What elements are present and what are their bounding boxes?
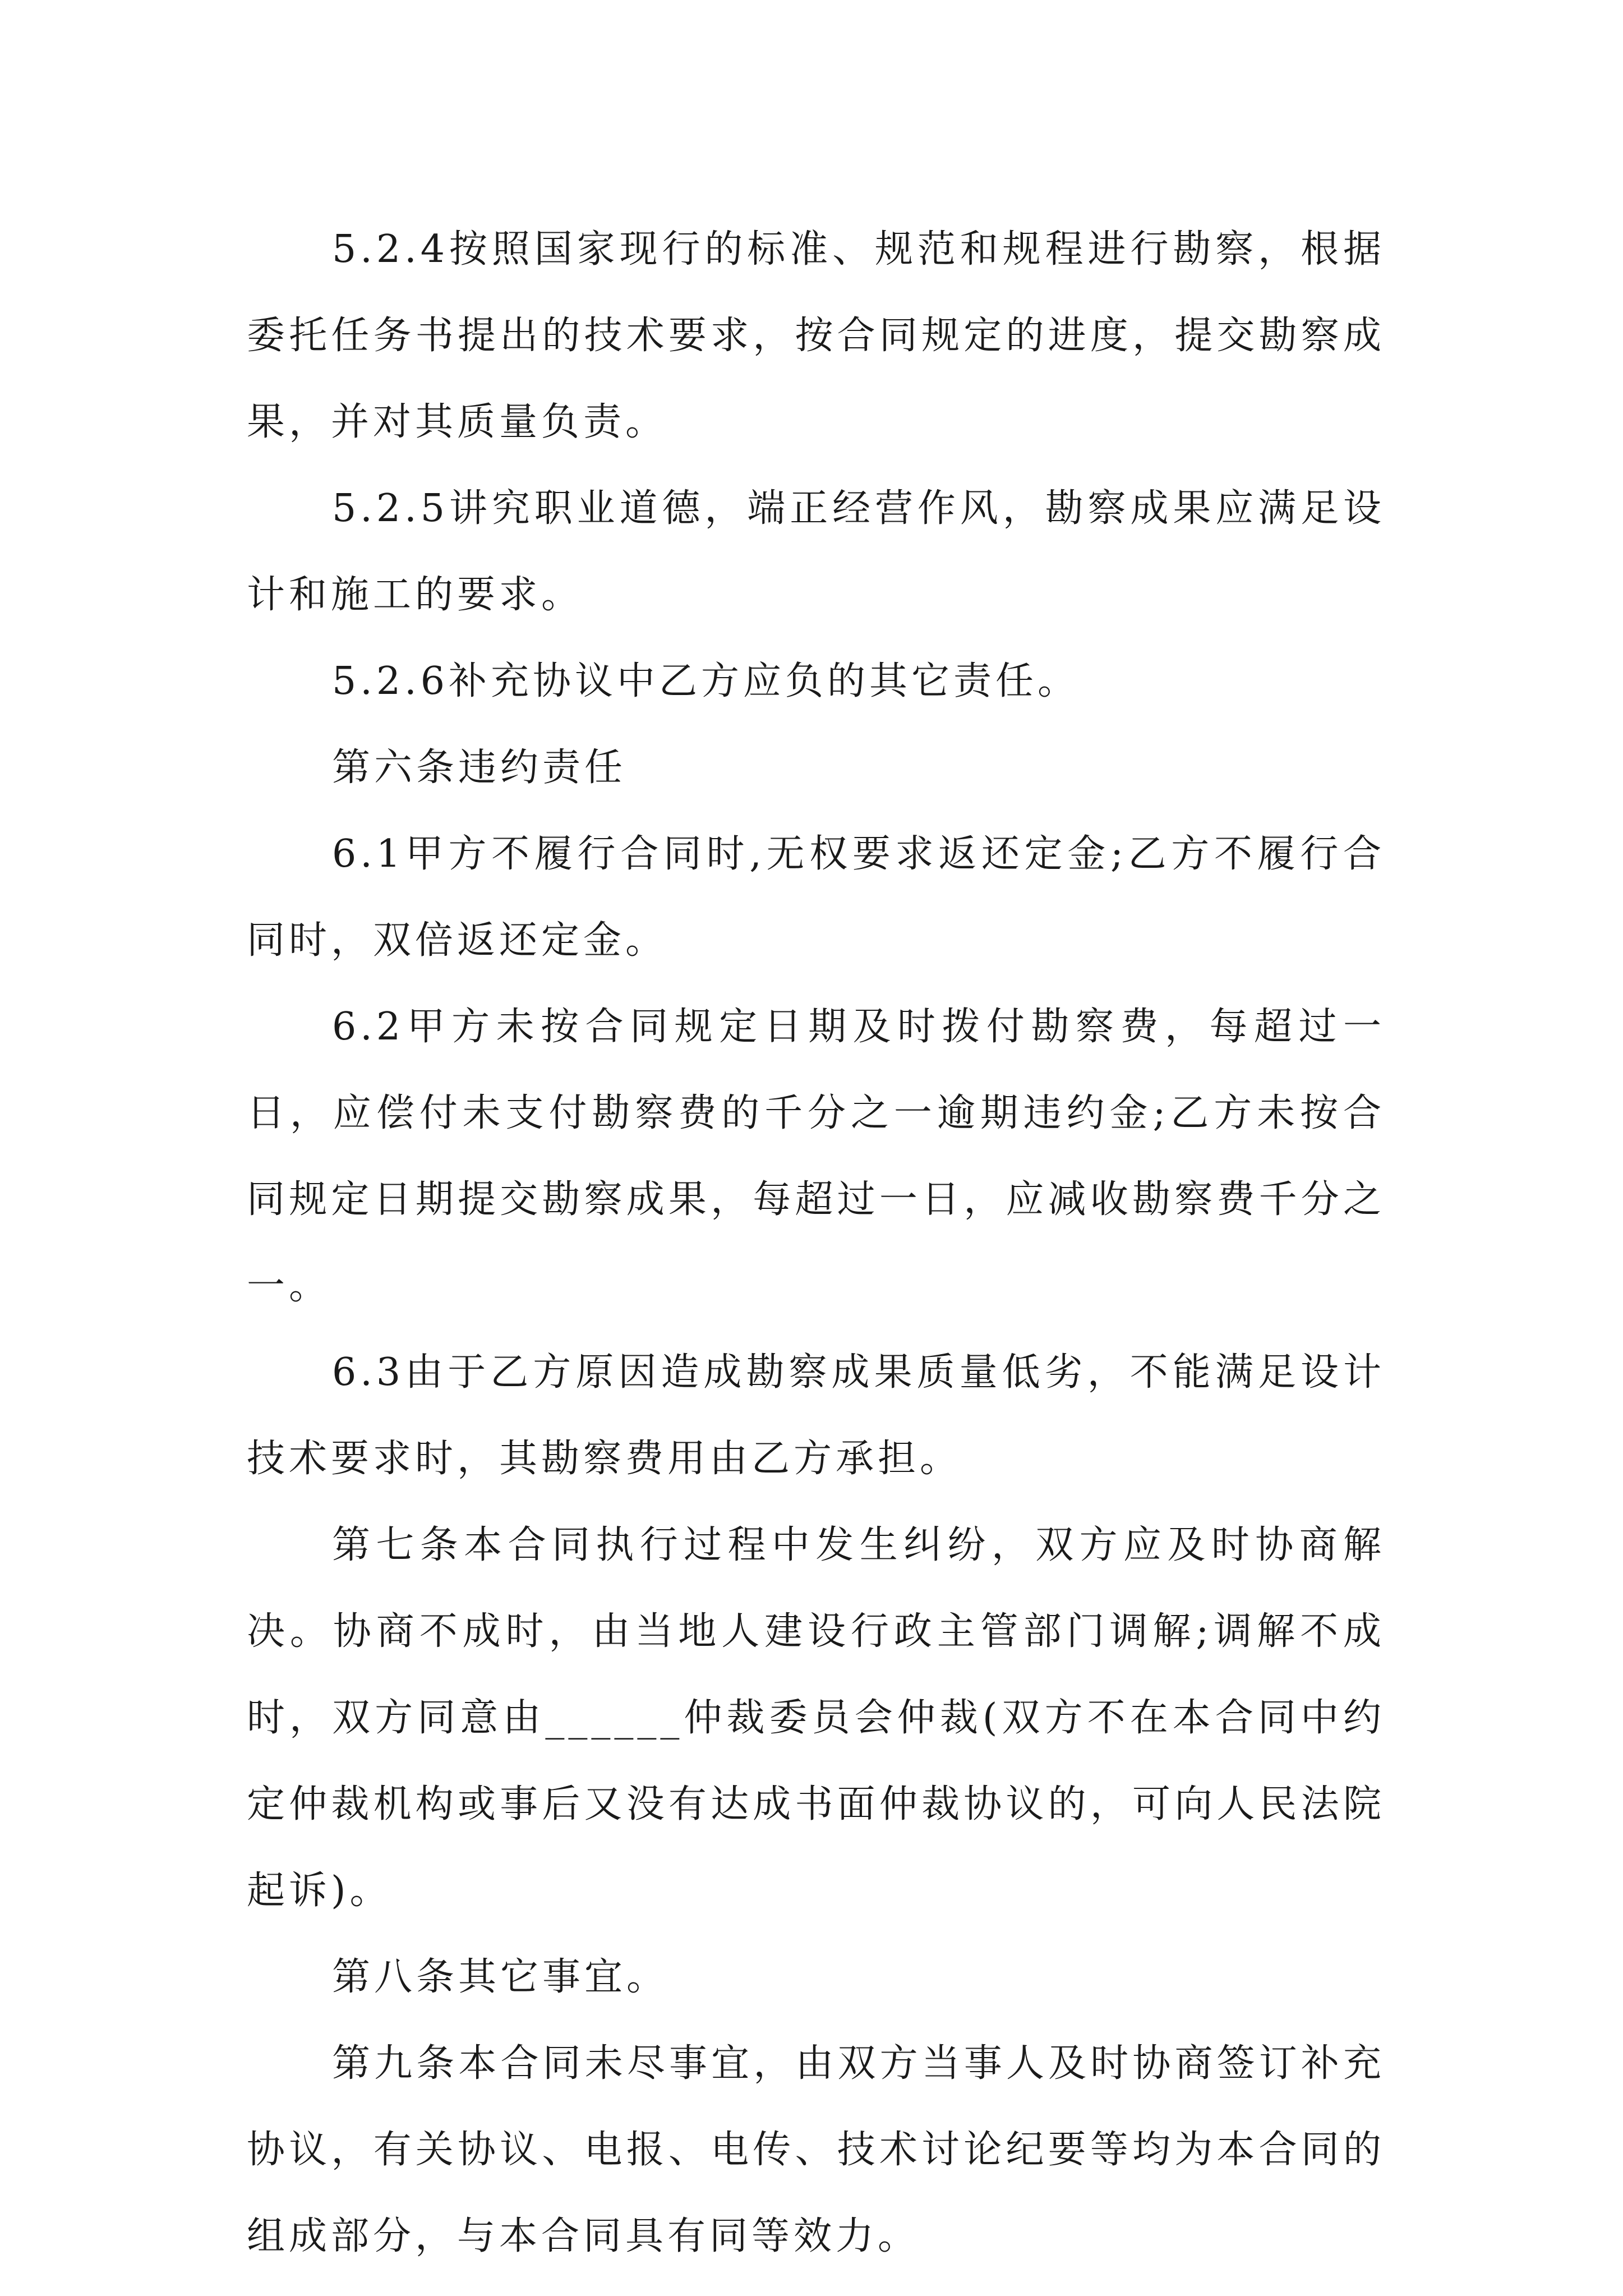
article-8: 第八条其它事宜。	[332, 1955, 669, 1999]
clause-6-1: 6.1甲方不履行合同时,无权要求返还定金;乙方不履行合同时，双倍返还定金。	[247, 832, 1385, 963]
article-7: 第七条本合同执行过程中发生纠纷，双方应及时协商解决。协商不成时，由当地人建设行政主管部门调解;调解不成时，双方同意由______仲裁委员会仲裁(双方不在本合同中约定仲裁机构或事后又没有达成书面仲裁协议的，可向人民法院起诉)。	[247, 1523, 1385, 1913]
clause-6-3: 6.3由于乙方原因造成勘察成果质量低劣，不能满足设计技术要求时，其勘察费用由乙方承担。	[247, 1350, 1385, 1481]
clause-6-2: 6.2甲方未按合同规定日期及时拨付勘察费，每超过一日，应偿付未支付勘察费的千分之一逾期违约金;乙方未按合同规定日期提交勘察成果，每超过一日，应减收勘察费千分之一。	[247, 1005, 1385, 1308]
document-body	[247, 206, 1385, 2280]
clause-5-2-5: 5.2.5讲究职业道德，端正经营作风，勘察成果应满足设计和施工的要求。	[247, 486, 1385, 617]
article-9: 第九条本合同未尽事宜，由双方当事人及时协商签订补充协议，有关协议、电报、电传、技术讨论纪要等均为本合同的组成部分，与本合同具有同等效力。	[247, 2041, 1385, 2258]
article-6-heading: 第六条违约责任	[332, 746, 627, 790]
clause-5-2-6: 5.2.6补充协议中乙方应负的其它责任。	[332, 659, 1080, 703]
clause-5-2-4: 5.2.4按照国家现行的标准、规范和规程进行勘察，根据委托任务书提出的技术要求，按合同规定的进度，提交勘察成果，并对其质量负责。	[247, 227, 1385, 444]
